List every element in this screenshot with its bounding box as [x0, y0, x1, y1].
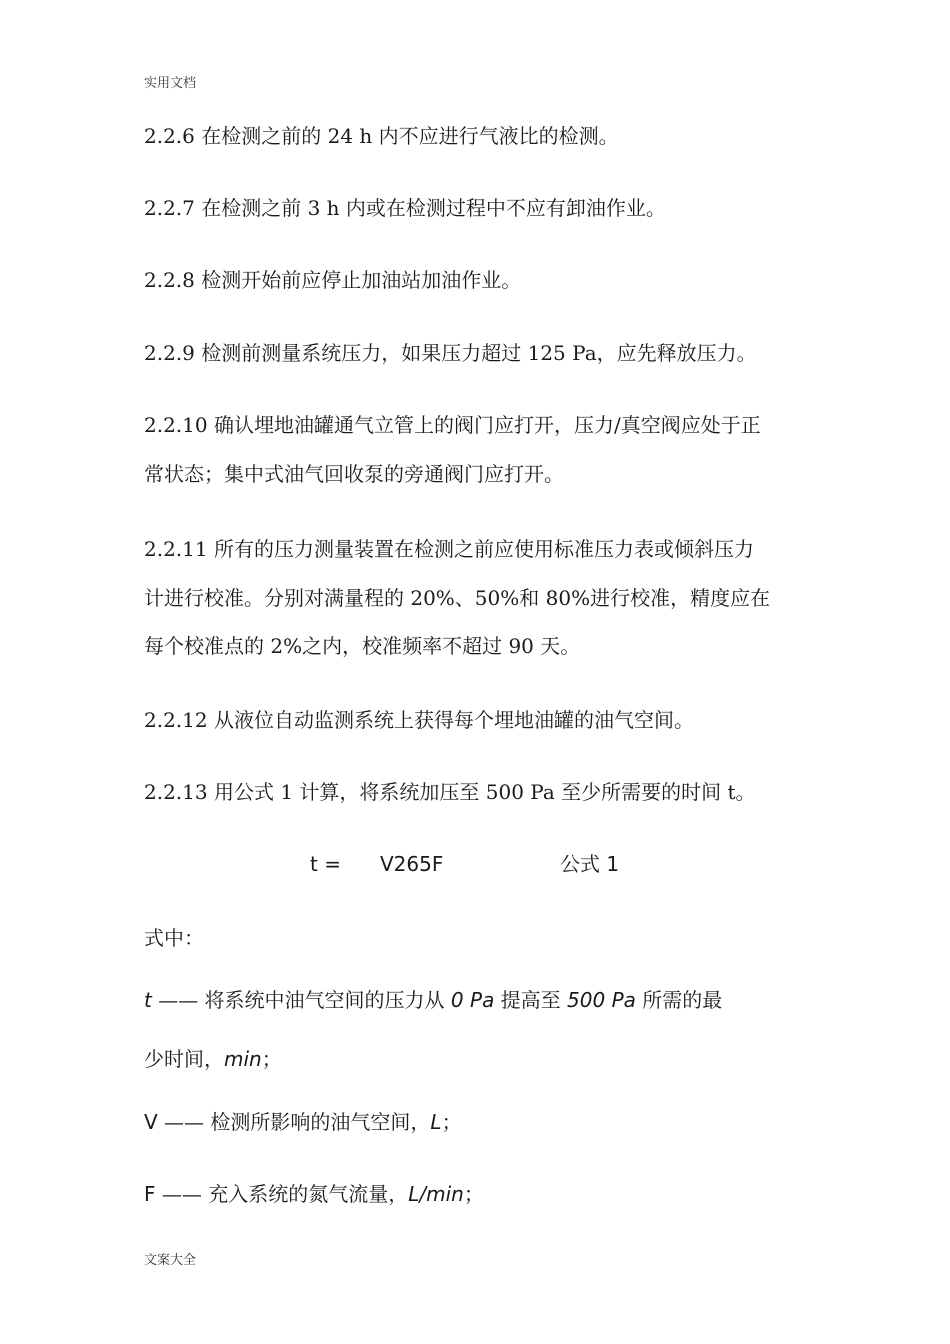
- def-v-end: ；: [441, 1110, 462, 1134]
- clause-2-2-13: 2.2.13 用公式 1 计算，将系统加压至 500 Pa 至少所需要的时间 t。: [144, 780, 756, 804]
- formula-label: 公式 1: [560, 852, 620, 876]
- clause-2-2-10-line1: 2.2.10 确认埋地油罐通气立管上的阀门应打开，压力/真空阀应处于正: [144, 413, 761, 437]
- def-t-text-b: 提高至: [494, 988, 568, 1012]
- def-t-line1: [144, 988, 722, 1012]
- unit-min: min: [224, 1047, 262, 1071]
- clause-2-2-9: 2.2.9 检测前测量系统压力，如果压力超过 125 Pa，应先释放压力。: [144, 341, 757, 365]
- def-f-text: —— 充入系统的氮气流量，: [155, 1182, 409, 1206]
- formula-expression: V265F: [380, 852, 444, 876]
- symbol-t: t: [144, 988, 152, 1012]
- clause-2-2-6: 2.2.6 在检测之前的 24 h 内不应进行气液比的检测。: [144, 124, 619, 148]
- def-v-text: —— 检测所影响的油气空间，: [157, 1110, 431, 1134]
- page-header: 实用文档: [144, 76, 197, 91]
- symbol-v: V: [144, 1110, 158, 1134]
- value-500-pa: 500 Pa: [567, 988, 636, 1012]
- formula-lhs: t =: [310, 852, 341, 876]
- clause-2-2-11-line2: 计进行校准。分别对满量程的 20%、50%和 80%进行校准，精度应在: [144, 586, 771, 610]
- where-label: 式中：: [144, 926, 204, 950]
- def-t-text-a: —— 将系统中油气空间的压力从: [151, 988, 451, 1012]
- def-t-text-d: 少时间，: [144, 1047, 224, 1071]
- unit-l: L: [430, 1110, 442, 1134]
- clause-2-2-11-line3: 每个校准点的 2%之内，校准频率不超过 90 天。: [144, 634, 581, 658]
- def-f: [144, 1182, 484, 1206]
- clause-2-2-8: 2.2.8 检测开始前应停止加油站加油作业。: [144, 268, 522, 292]
- def-t-end: ；: [261, 1047, 282, 1071]
- page-footer: 文案大全: [144, 1253, 197, 1268]
- value-0-pa: 0 Pa: [450, 988, 495, 1012]
- def-v: [144, 1110, 462, 1134]
- clause-2-2-10-line2: 常状态；集中式油气回收泵的旁通阀门应打开。: [144, 462, 564, 486]
- def-f-end: ；: [463, 1182, 484, 1206]
- def-t-text-c: 所需的最: [635, 988, 723, 1012]
- clause-2-2-11-line1: 2.2.11 所有的压力测量装置在检测之前应使用标准压力表或倾斜压力: [144, 537, 754, 561]
- symbol-f: F: [144, 1182, 156, 1206]
- def-t-line2: [144, 1047, 282, 1071]
- clause-2-2-7: 2.2.7 在检测之前 3 h 内或在检测过程中不应有卸油作业。: [144, 196, 666, 220]
- unit-l-per-min: L/min: [408, 1182, 464, 1206]
- clause-2-2-12: 2.2.12 从液位自动监测系统上获得每个埋地油罐的油气空间。: [144, 708, 694, 732]
